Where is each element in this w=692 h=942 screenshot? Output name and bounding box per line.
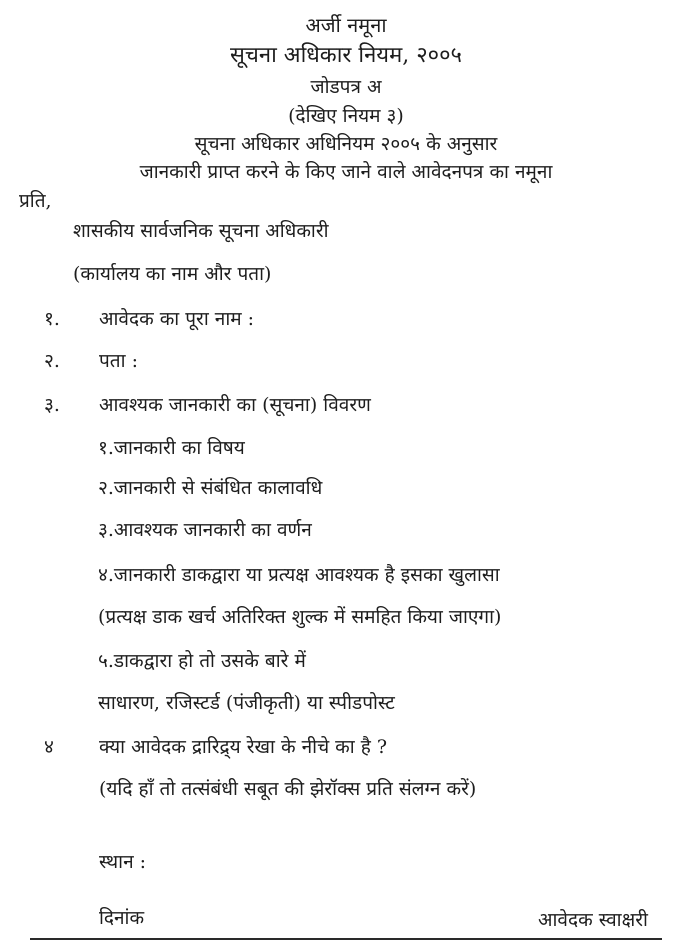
- information-details-field: आवश्यक जानकारी का (सूचना) विवरण: [99, 394, 371, 416]
- place-field: स्थान :: [99, 851, 147, 873]
- header-description: जानकारी प्राप्त करने के किए जाने वाले आवेदनपत्र का नमूना: [139, 161, 553, 183]
- bpl-question: क्या आवेदक द्रारिद्र्य रेखा के नीचे का है ?: [99, 736, 388, 758]
- signature-label: आवेदक स्वाक्षरी: [538, 909, 648, 931]
- addressee-office: (कार्यालय का नाम और पता): [73, 263, 272, 285]
- addressee-to: प्रति,: [19, 190, 52, 212]
- annexure-label: जोडपत्र अ: [310, 76, 382, 98]
- addressee-officer: शासकीय सार्वजनिक सूचना अधिकारी: [73, 220, 329, 242]
- item-number: १.: [44, 308, 60, 330]
- subitem-subject: १.जानकारी का विषय: [98, 437, 245, 459]
- item-number: ३.: [44, 394, 60, 416]
- subitem-delivery-note: (प्रत्यक्ष डाक खर्च अतिरिक्त शुल्क में समहित किया जाएगा): [98, 606, 502, 628]
- item-number: २.: [44, 350, 60, 372]
- item-number: ४: [44, 736, 54, 758]
- bpl-note: (यदि हाँ तो तत्संबंधी सबूत की झेरॉक्स प्रति संलग्न करें): [99, 778, 477, 800]
- bottom-rule: [30, 938, 662, 940]
- subitem-postal-options: साधारण, रजिस्टर्ड (पंजीकृती) या स्पीडपोस्ट: [98, 692, 395, 714]
- subitem-delivery-mode: ४.जानकारी डाकद्वारा या प्रत्यक्ष आवश्यक है इसका खुलासा: [98, 564, 500, 586]
- subitem-postal: ५.डाकद्वारा हो तो उसके बारे में: [98, 650, 306, 672]
- act-title: सूचना अधिकार नियम, २००५: [230, 43, 462, 68]
- subitem-description: ३.आवश्यक जानकारी का वर्णन: [98, 519, 312, 541]
- date-field: दिनांक: [99, 907, 145, 929]
- rule-reference: (देखिए नियम ३): [288, 105, 404, 127]
- address-field: पता :: [99, 350, 138, 372]
- subitem-period: २.जानकारी से संबंधित कालावधि: [98, 477, 323, 499]
- header-subtitle: सूचना अधिकार अधिनियम २००५ के अनुसार: [194, 133, 498, 155]
- applicant-name-field: आवेदक का पूरा नाम :: [99, 308, 255, 330]
- form-heading: अर्जी नमूना: [305, 13, 387, 37]
